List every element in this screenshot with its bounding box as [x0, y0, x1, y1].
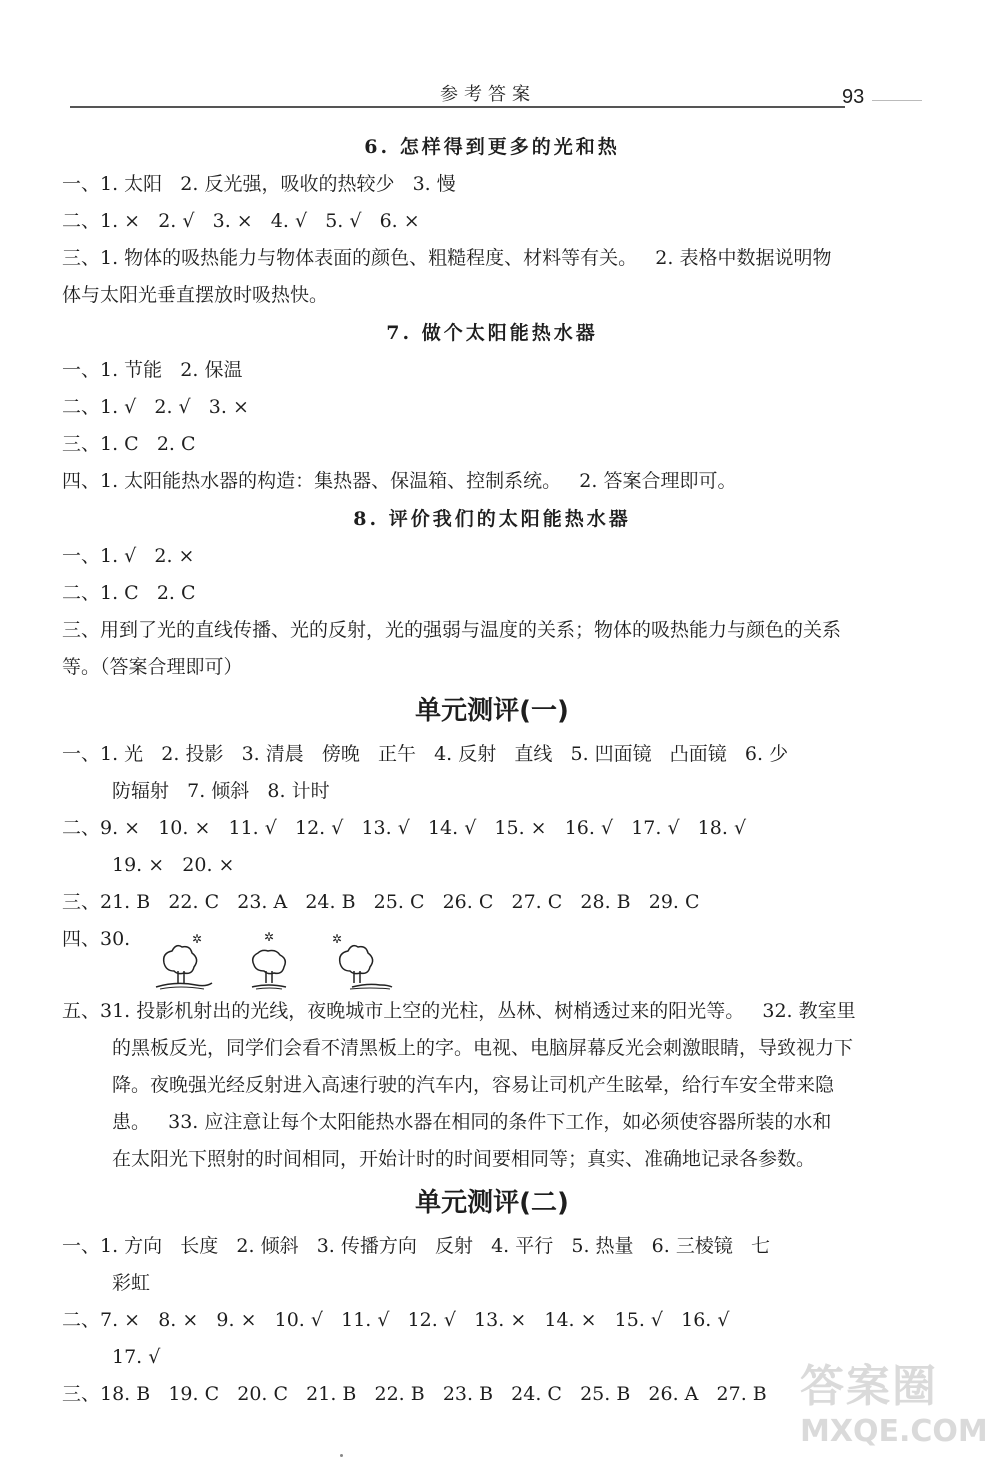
svg-text:✲: ✲ [332, 932, 343, 946]
answer-line: 五、31. 投影机射出的光线，夜晚城市上空的光柱，丛林、树梢透过来的阳光等。 32. 教室里 [62, 1000, 856, 1022]
tree-shadow-1-icon [150, 931, 220, 993]
answer-line: 等。（答案合理即可） [62, 656, 243, 678]
answer-line: 彩虹 [112, 1272, 151, 1294]
answer-line: 二、1. C 2. C [62, 582, 196, 604]
section-6-title: 6. 怎样得到更多的光和热 [364, 136, 620, 158]
answer-line: 一、1. 节能 2. 保温 [62, 359, 243, 381]
scan-dot [340, 1454, 343, 1457]
unit-test-1-title: 单元测评(一) [415, 696, 569, 726]
answer-line: 一、1. 太阳 2. 反光强，吸收的热较少 3. 慢 [62, 173, 456, 195]
answer-content [62, 128, 922, 1413]
header-rule-right [872, 100, 922, 101]
answer-line: 17. √ [112, 1346, 161, 1368]
answer-line: 三、21. B 22. C 23. A 24. B 25. C 26. C 27. C 28. B 29. C [62, 891, 700, 913]
page-number: 93 [842, 86, 865, 108]
tree-shadow-2-icon [238, 931, 308, 993]
answer-line: 二、1. × 2. √ 3. × 4. √ 5. √ 6. × [62, 210, 420, 232]
watermark-logo-text: 答案圈 [800, 1361, 938, 1412]
svg-text:✲: ✲ [192, 932, 203, 946]
answer-line: 三、用到了光的直线传播、光的反射，光的强弱与温度的关系；物体的吸热能力与颜色的关系 [62, 619, 842, 641]
tree-shadow-3-icon [326, 931, 396, 993]
answer-line: 三、1. 物体的吸热能力与物体表面的颜色、粗糙程度、材料等有关。 2. 表格中数据说明物 [62, 247, 832, 269]
answer-line: 在太阳光下照射的时间相同，开始计时的时间要相同等；真实、准确地记录各参数。 [112, 1148, 816, 1170]
question-30-row [62, 921, 922, 993]
section-7-title: 7. 做个太阳能热水器 [386, 322, 598, 344]
answer-line: 一、1. √ 2. × [62, 545, 195, 567]
answer-line: 二、9. × 10. × 11. √ 12. √ 13. √ 14. √ 15. × 16. √ 17. √ 18. √ [62, 817, 747, 839]
answer-line: 三、18. B 19. C 20. C 21. B 22. B 23. B 24. C 25. B 26. A 27. B [62, 1383, 767, 1405]
answer-line: 二、7. × 8. × 9. × 10. √ 11. √ 12. √ 13. × 14. × 15. √ 16. √ [62, 1309, 730, 1331]
unit-test-2-title: 单元测评(二) [415, 1188, 569, 1218]
watermark-url: MXQE.COM [800, 1414, 988, 1449]
header-title: 参考答案 [440, 84, 536, 105]
tree-shadow-figure [150, 931, 396, 993]
answer-line: 体与太阳光垂直摆放时吸热快。 [62, 284, 329, 306]
header-rule [70, 106, 845, 108]
answer-line: 一、1. 光 2. 投影 3. 清晨 傍晚 正午 4. 反射 直线 5. 凹面镜 凸面镜 6. 少 [62, 743, 789, 765]
answer-line: 防辐射 7. 倾斜 8. 计时 [112, 780, 330, 802]
answer-line: 19. × 20. × [112, 854, 235, 876]
answer-line: 患。 33. 应注意让每个太阳能热水器在相同的条件下工作，如必须使容器所装的水和 [112, 1111, 832, 1133]
svg-text:✲: ✲ [264, 931, 275, 944]
question-30-label: 四、30. [62, 928, 131, 950]
answer-line: 三、1. C 2. C [62, 433, 196, 455]
answer-line: 二、1. √ 2. √ 3. × [62, 396, 249, 418]
answer-line: 降。夜晚强光经反射进入高速行驶的汽车内，容易让司机产生眩晕，给行车安全带来隐 [112, 1074, 835, 1096]
answer-line: 的黑板反光，同学们会看不清黑板上的字。电视、电脑屏幕反光会刺激眼睛，导致视力下 [112, 1037, 854, 1059]
section-8-title: 8. 评价我们的太阳能热水器 [353, 508, 631, 530]
answer-line: 四、1. 太阳能热水器的构造：集热器、保温箱、控制系统。 2. 答案合理即可。 [62, 470, 737, 492]
watermark [800, 1350, 988, 1449]
answer-line: 一、1. 方向 长度 2. 倾斜 3. 传播方向 反射 4. 平行 5. 热量 6. 三棱镜 七 [62, 1235, 770, 1257]
